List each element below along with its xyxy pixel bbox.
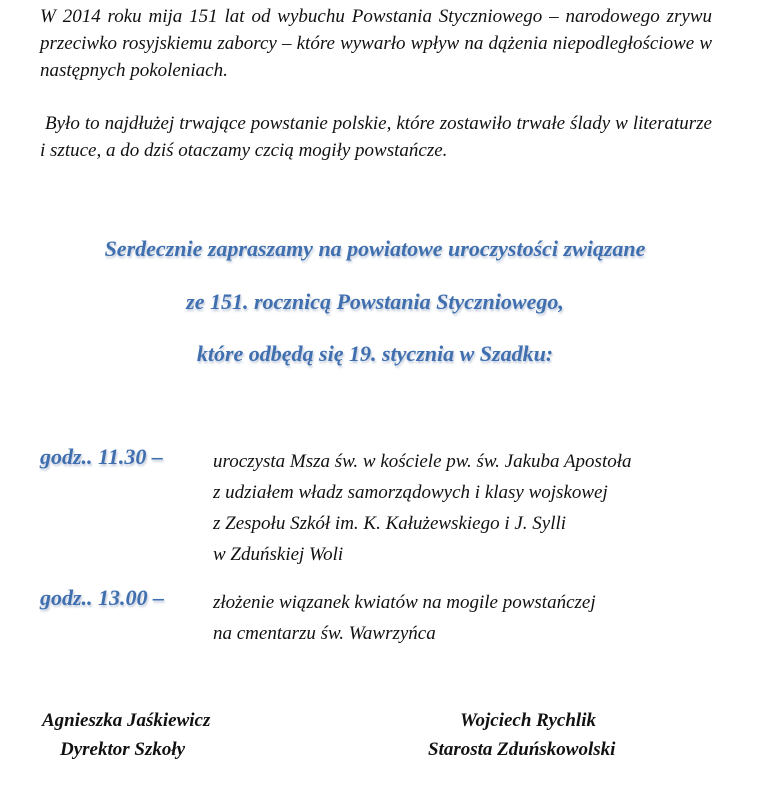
signature-right-role: Starosta Zduńskowolski xyxy=(428,739,616,760)
invitation-line-2: ze 151. rocznicą Powstania Styczniowego, xyxy=(186,289,564,314)
schedule-detail-line: w Zduńskiej Woli xyxy=(213,544,344,565)
schedule-detail-line: złożenie wiązanek kwiatów na mogile powstańczej xyxy=(213,592,596,613)
intro-paragraph-1: W 2014 roku mija 151 lat od wybuchu Powstania Styczniowego – narodowego zrywu przeciwko rosyjskiemu zaborcy – które wywarło wpływ na dążenia niepodległościowe w następnych pokoleniach. xyxy=(40,6,712,81)
schedule-detail-line: na cmentarzu św. Wawrzyńca xyxy=(213,623,436,644)
invitation-line-3: które odbędą się 19. stycznia w Szadku: xyxy=(196,341,554,366)
intro-paragraph-2: Było to najdłużej trwające powstanie polskie, które zostawiło trwałe ślady w literaturze i sztuce, a do dziś otaczamy czcią mogiły powstańcze. xyxy=(40,113,712,161)
signature-left-role: Dyrektor Szkoły xyxy=(60,739,186,760)
signature-right-name: Wojciech Rychlik xyxy=(460,710,596,731)
schedule-detail-1 xyxy=(213,446,632,570)
schedule-time-1: godz.. 11.30 – xyxy=(40,444,163,469)
invitation-line-1: Serdecznie zapraszamy na powiatowe uroczystości związane xyxy=(104,236,646,261)
schedule-time-2: godz.. 13.00 – xyxy=(40,585,165,610)
schedule-detail-line: z udziałem władz samorządowych i klasy wojskowej xyxy=(213,482,608,503)
signature-left-name: Agnieszka Jaśkiewicz xyxy=(42,710,211,731)
schedule-detail-line: uroczysta Msza św. w kościele pw. św. Jakuba Apostoła xyxy=(213,451,632,472)
schedule-detail-2 xyxy=(213,587,596,649)
schedule-detail-line: z Zespołu Szkół im. K. Kałużewskiego i J. Sylli xyxy=(213,513,567,534)
